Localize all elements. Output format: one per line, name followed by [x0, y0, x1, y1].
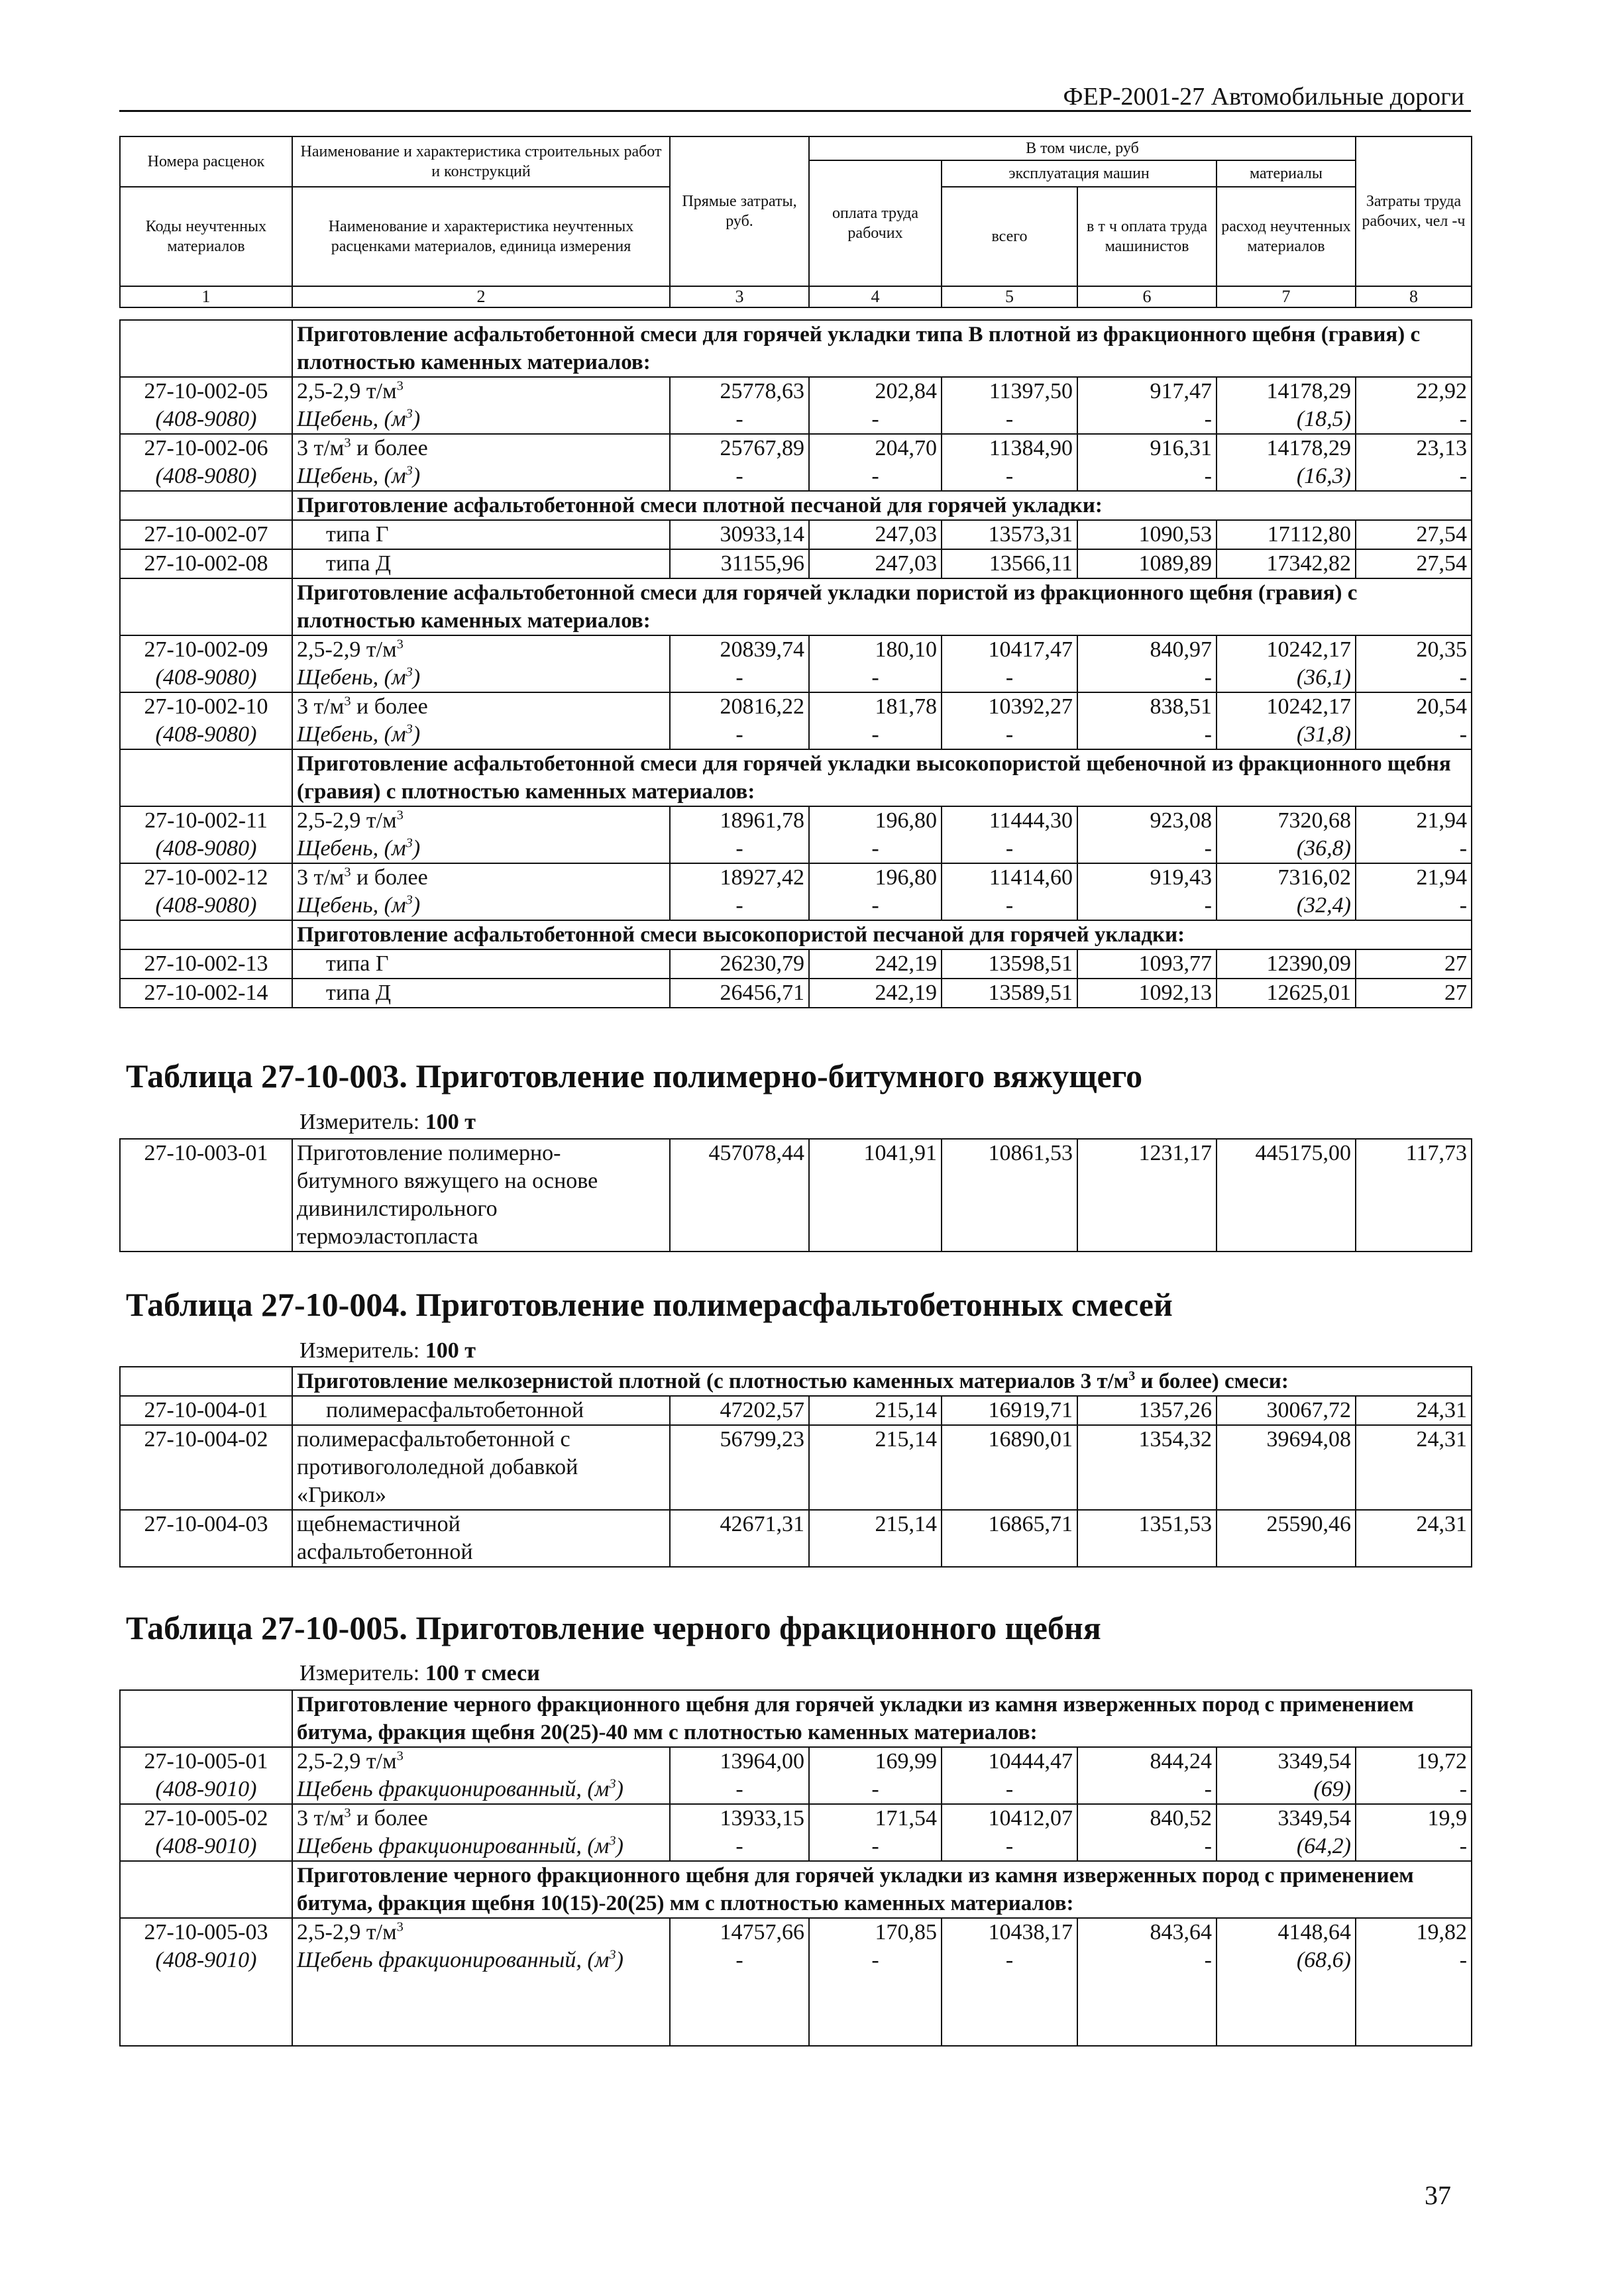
materials: 12625,01: [1217, 979, 1356, 1008]
operator-pay: 1093,77: [1077, 949, 1217, 979]
operator-pay: 1354,32: [1077, 1425, 1217, 1510]
machines-total: 13573,31: [942, 520, 1077, 549]
operator-pay: 1090,53: [1077, 520, 1217, 549]
worker-pay: 215,14: [809, 1510, 942, 1567]
dash: -: [809, 1776, 942, 1804]
table-row: [120, 1747, 1472, 1776]
material-code: (408-9080): [120, 892, 292, 920]
worker-pay: 202,84: [809, 377, 942, 405]
material-row: [120, 664, 1472, 692]
machines-total: 13566,11: [942, 549, 1077, 578]
table-title-005: Таблица 27-10-005. Приготовление черного фракционного щебня: [126, 1609, 1101, 1646]
rate-code: 27-10-004-03: [120, 1510, 292, 1567]
operator-pay: 840,97: [1077, 635, 1217, 664]
labor-hours: 24,31: [1356, 1510, 1472, 1567]
material-consumption: (36,1): [1217, 664, 1356, 692]
worker-pay: 196,80: [809, 806, 942, 835]
table-row: [120, 549, 1472, 578]
dash: -: [1356, 1833, 1472, 1861]
labor-hours: 21,94: [1356, 863, 1472, 892]
direct-costs: 18961,78: [670, 806, 809, 835]
labor-hours: 21,94: [1356, 806, 1472, 835]
section-heading: Приготовление мелкозернистой плотной (с плотностью каменных материалов 3 $т/м^3$ и более) смеси:: [292, 1367, 1472, 1396]
table-row: [120, 520, 1472, 549]
worker-pay: 171,54: [809, 1804, 942, 1833]
table-row: [120, 949, 1472, 979]
section-heading: Приготовление черного фракционного щебня для горячей укладки из камня изверженных пород с применением битума, фракция щебня 10(15)-20(25) мм с плотностью каменных материалов:: [292, 1861, 1472, 1918]
operator-pay: 844,24: [1077, 1747, 1217, 1776]
machines-total: 16890,01: [942, 1425, 1077, 1510]
table-title-004: Таблица 27-10-004. Приготовление полимерасфальтобетонных смесей: [126, 1286, 1173, 1323]
dash: -: [670, 1833, 809, 1861]
header-machines-total: всего: [942, 187, 1077, 286]
direct-costs: 26456,71: [670, 979, 809, 1008]
labor-hours: 24,31: [1356, 1396, 1472, 1425]
spacer-cell: [120, 1690, 292, 1747]
header-rates: Номера расценок: [120, 136, 292, 187]
worker-pay: 242,19: [809, 949, 942, 979]
dash: -: [1356, 835, 1472, 863]
material-consumption: (18,5): [1217, 405, 1356, 434]
dash: -: [1356, 892, 1472, 920]
worker-pay: 242,19: [809, 979, 942, 1008]
materials: 17342,82: [1217, 549, 1356, 578]
materials: 12390,09: [1217, 949, 1356, 979]
machines-total: 11414,60: [942, 863, 1077, 892]
labor-hours: 20,35: [1356, 635, 1472, 664]
material-description: Щебень, $(м^3)$: [292, 721, 670, 749]
dash: -: [670, 664, 809, 692]
material-row: [120, 1946, 1472, 2046]
materials: 14178,29: [1217, 377, 1356, 405]
table-row: [120, 979, 1472, 1008]
section-heading: Приготовление асфальтобетонной смеси для горячей укладки типа В плотной из фракционного щебня (гравия) с плотностью каменных материалов:: [292, 320, 1472, 377]
dash: -: [942, 892, 1077, 920]
spacer-cell: [120, 1367, 292, 1396]
header-works: Наименование и характеристика строительных работ и конструкций: [292, 136, 670, 187]
material-consumption: (36,8): [1217, 835, 1356, 863]
work-description: типа Д: [292, 979, 670, 1008]
dash: -: [809, 1946, 942, 2046]
header-including: В том числе, руб: [809, 136, 1356, 160]
material-description: Щебень фракционированный, $(м^3)$: [292, 1776, 670, 1804]
direct-costs: 30933,14: [670, 520, 809, 549]
rate-code: 27-10-003-01: [120, 1139, 292, 1252]
materials: 25590,46: [1217, 1510, 1356, 1567]
worker-pay: 247,03: [809, 549, 942, 578]
direct-costs: 14757,66: [670, 1918, 809, 1946]
labor-hours: 20,54: [1356, 692, 1472, 721]
dash: -: [942, 1946, 1077, 2046]
worker-pay: 215,14: [809, 1425, 942, 1510]
materials: 10242,17: [1217, 692, 1356, 721]
dash: -: [942, 835, 1077, 863]
section-heading: Приготовление асфальтобетонной смеси для горячей укладки высокопористой щебеночной из фракционного щебня (гравия) с плотностью каменных материалов:: [292, 749, 1472, 806]
materials: 7320,68: [1217, 806, 1356, 835]
rate-code: 27-10-005-03: [120, 1918, 292, 1946]
operator-pay: 923,08: [1077, 806, 1217, 835]
work-description: 3 $т/м^3$ и более: [292, 434, 670, 462]
rate-code: 27-10-005-01: [120, 1747, 292, 1776]
machines-total: 11444,30: [942, 806, 1077, 835]
header-worker-pay: оплата труда рабочих: [809, 160, 942, 286]
worker-pay: 1041,91: [809, 1139, 942, 1252]
material-description: Щебень, $(м^3)$: [292, 835, 670, 863]
header-material-consumption: расход неучтенных материалов: [1217, 187, 1356, 286]
materials: 10242,17: [1217, 635, 1356, 664]
table-row: [120, 1510, 1472, 1567]
labor-hours: 27,54: [1356, 549, 1472, 578]
column-header-table: [119, 136, 1472, 308]
materials: 14178,29: [1217, 434, 1356, 462]
material-description: Щебень фракционированный, $(м^3)$: [292, 1946, 670, 2046]
dash: -: [670, 1946, 809, 2046]
work-description: 2,5-2,9 $т/м^3$: [292, 1918, 670, 1946]
worker-pay: 196,80: [809, 863, 942, 892]
operator-pay: 843,64: [1077, 1918, 1217, 1946]
dash: -: [670, 892, 809, 920]
column-number: 7: [1217, 286, 1356, 307]
dash: -: [1077, 462, 1217, 491]
work-description: 2,5-2,9 $т/м^3$: [292, 377, 670, 405]
material-description: Щебень, $(м^3)$: [292, 462, 670, 491]
worker-pay: 169,99: [809, 1747, 942, 1776]
material-row: [120, 835, 1472, 863]
rate-code: 27-10-002-11: [120, 806, 292, 835]
work-description: Приготовление полимерно-битумного вяжущего на основе дивинилстирольного термоэластопласта: [292, 1139, 670, 1252]
worker-pay: 181,78: [809, 692, 942, 721]
labor-hours: 19,72: [1356, 1747, 1472, 1776]
material-row: [120, 721, 1472, 749]
rate-code: 27-10-002-07: [120, 520, 292, 549]
materials: 3349,54: [1217, 1747, 1356, 1776]
header-operator-pay: в т ч оплата труда машинистов: [1077, 187, 1217, 286]
page-header: [119, 81, 1471, 112]
column-number: 4: [809, 286, 942, 307]
document-title: ФЕР-2001-27 Автомобильные дороги: [1063, 83, 1464, 111]
labor-hours: 23,13: [1356, 434, 1472, 462]
header-material-names: Наименование и характеристика неучтенных расценками материалов, единица измерения: [292, 187, 670, 286]
rate-code: 27-10-002-08: [120, 549, 292, 578]
dash: -: [942, 405, 1077, 434]
dash: -: [1077, 892, 1217, 920]
dash: -: [1077, 835, 1217, 863]
work-description: 2,5-2,9 $т/м^3$: [292, 635, 670, 664]
meter-005: Измеритель: 100 т смеси: [299, 1661, 540, 1685]
dash: -: [670, 721, 809, 749]
column-number: 1: [120, 286, 292, 307]
labor-hours: 27,54: [1356, 520, 1472, 549]
section-heading: Приготовление асфальтобетонной смеси плотной песчаной для горячей укладки:: [292, 491, 1472, 520]
table-27-10-003: [119, 1138, 1472, 1252]
operator-pay: 838,51: [1077, 692, 1217, 721]
machines-total: 10438,17: [942, 1918, 1077, 1946]
operator-pay: 1357,26: [1077, 1396, 1217, 1425]
dash: -: [809, 462, 942, 491]
table-27-10-004: [119, 1366, 1472, 1568]
direct-costs: 47202,57: [670, 1396, 809, 1425]
dash: -: [1077, 664, 1217, 692]
direct-costs: 20816,22: [670, 692, 809, 721]
labor-hours: 117,73: [1356, 1139, 1472, 1252]
dash: -: [1356, 462, 1472, 491]
header-direct-costs: Прямые затраты, руб.: [670, 136, 809, 286]
table-title-003: Таблица 27-10-003. Приготовление полимерно-битумного вяжущего: [126, 1057, 1143, 1094]
table-row: [120, 806, 1472, 835]
work-description: типа Г: [292, 520, 670, 549]
direct-costs: 42671,31: [670, 1510, 809, 1567]
rate-code: 27-10-005-02: [120, 1804, 292, 1833]
page-number: 37: [1425, 2180, 1451, 2210]
direct-costs: 25778,63: [670, 377, 809, 405]
header-machines: эксплуатация машин: [942, 160, 1217, 187]
operator-pay: 1089,89: [1077, 549, 1217, 578]
labor-hours: 19,9: [1356, 1804, 1472, 1833]
worker-pay: 215,14: [809, 1396, 942, 1425]
spacer-cell: [120, 920, 292, 949]
rate-code: 27-10-002-05: [120, 377, 292, 405]
labor-hours: 19,82: [1356, 1918, 1472, 1946]
table-row: [120, 863, 1472, 892]
labor-hours: 27: [1356, 979, 1472, 1008]
section-heading: Приготовление асфальтобетонной смеси для горячей укладки пористой из фракционного щебня (гравия) с плотностью каменных материалов:: [292, 578, 1472, 635]
materials: 7316,02: [1217, 863, 1356, 892]
material-consumption: (32,4): [1217, 892, 1356, 920]
rate-code: 27-10-002-10: [120, 692, 292, 721]
dash: -: [1077, 1946, 1217, 2046]
material-row: [120, 892, 1472, 920]
operator-pay: 917,47: [1077, 377, 1217, 405]
column-number: 5: [942, 286, 1077, 307]
work-description: типа Д: [292, 549, 670, 578]
rate-code: 27-10-002-12: [120, 863, 292, 892]
dash: -: [1077, 405, 1217, 434]
dash: -: [942, 1776, 1077, 1804]
table-27-10-002: [119, 319, 1472, 1008]
material-description: Щебень фракционированный, $(м^3)$: [292, 1833, 670, 1861]
direct-costs: 26230,79: [670, 949, 809, 979]
work-description: 3 $т/м^3$ и более: [292, 1804, 670, 1833]
column-number: 8: [1356, 286, 1472, 307]
operator-pay: 1231,17: [1077, 1139, 1217, 1252]
machines-total: 10392,27: [942, 692, 1077, 721]
machines-total: 11384,90: [942, 434, 1077, 462]
dash: -: [942, 664, 1077, 692]
worker-pay: 170,85: [809, 1918, 942, 1946]
direct-costs: 31155,96: [670, 549, 809, 578]
material-code: (408-9080): [120, 664, 292, 692]
operator-pay: 1092,13: [1077, 979, 1217, 1008]
material-row: [120, 1833, 1472, 1861]
materials: 30067,72: [1217, 1396, 1356, 1425]
materials: 39694,08: [1217, 1425, 1356, 1510]
table-row: [120, 1918, 1472, 1946]
material-description: Щебень, $(м^3)$: [292, 892, 670, 920]
table-row: [120, 1396, 1472, 1425]
dash: -: [1077, 721, 1217, 749]
spacer-cell: [120, 749, 292, 806]
work-description: 2,5-2,9 $т/м^3$: [292, 806, 670, 835]
dash: -: [942, 462, 1077, 491]
machines-total: 10444,47: [942, 1747, 1077, 1776]
material-code: (408-9010): [120, 1833, 292, 1861]
work-description: полимерасфальтобетонной с противогололедной добавкой «Грикол»: [292, 1425, 670, 1510]
header-materials: материалы: [1217, 160, 1356, 187]
spacer-cell: [120, 320, 292, 377]
machines-total: 13589,51: [942, 979, 1077, 1008]
material-description: Щебень, $(м^3)$: [292, 405, 670, 434]
material-consumption: (16,3): [1217, 462, 1356, 491]
machines-total: 11397,50: [942, 377, 1077, 405]
section-heading: Приготовление асфальтобетонной смеси высокопористой песчаной для горячей укладки:: [292, 920, 1472, 949]
dash: -: [809, 892, 942, 920]
operator-pay: 916,31: [1077, 434, 1217, 462]
direct-costs: 13964,00: [670, 1747, 809, 1776]
table-row: [120, 434, 1472, 462]
work-description: 3 $т/м^3$ и более: [292, 692, 670, 721]
rate-code: 27-10-002-13: [120, 949, 292, 979]
dash: -: [1356, 1946, 1472, 2046]
column-number: 6: [1077, 286, 1217, 307]
direct-costs: 20839,74: [670, 635, 809, 664]
header-labor: Затраты труда рабочих, чел -ч: [1356, 136, 1472, 286]
dash: -: [809, 405, 942, 434]
machines-total: 10412,07: [942, 1804, 1077, 1833]
worker-pay: 180,10: [809, 635, 942, 664]
work-description: 2,5-2,9 $т/м^3$: [292, 1747, 670, 1776]
dash: -: [670, 405, 809, 434]
table-row: [120, 1804, 1472, 1833]
meter-003: Измеритель: 100 т: [299, 1110, 476, 1134]
materials: 3349,54: [1217, 1804, 1356, 1833]
material-code: (408-9010): [120, 1946, 292, 2046]
direct-costs: 457078,44: [670, 1139, 809, 1252]
table-row: [120, 692, 1472, 721]
direct-costs: 13933,15: [670, 1804, 809, 1833]
machines-total: 16919,71: [942, 1396, 1077, 1425]
direct-costs: 25767,89: [670, 434, 809, 462]
material-code: (408-9080): [120, 835, 292, 863]
spacer-cell: [120, 578, 292, 635]
dash: -: [809, 1833, 942, 1861]
table-row: [120, 1139, 1472, 1252]
operator-pay: 919,43: [1077, 863, 1217, 892]
dash: -: [942, 721, 1077, 749]
rate-code: 27-10-002-14: [120, 979, 292, 1008]
spacer-cell: [120, 491, 292, 520]
operator-pay: 840,52: [1077, 1804, 1217, 1833]
spacer-cell: [120, 1861, 292, 1918]
header-material-codes: Коды неучтенных материалов: [120, 187, 292, 286]
table-row: [120, 377, 1472, 405]
worker-pay: 247,03: [809, 520, 942, 549]
machines-total: 10861,53: [942, 1139, 1077, 1252]
rate-code: 27-10-002-06: [120, 434, 292, 462]
material-consumption: (69): [1217, 1776, 1356, 1804]
work-description: типа Г: [292, 949, 670, 979]
dash: -: [1356, 405, 1472, 434]
operator-pay: 1351,53: [1077, 1510, 1217, 1567]
labor-hours: 24,31: [1356, 1425, 1472, 1510]
worker-pay: 204,70: [809, 434, 942, 462]
material-row: [120, 405, 1472, 434]
dash: -: [670, 835, 809, 863]
table-row: [120, 1425, 1472, 1510]
column-number: 3: [670, 286, 809, 307]
work-description: щебнемастичной асфальтобетонной: [292, 1510, 670, 1567]
dash: -: [670, 1776, 809, 1804]
material-code: (408-9080): [120, 721, 292, 749]
labor-hours: 22,92: [1356, 377, 1472, 405]
column-number: 2: [292, 286, 670, 307]
material-code: (408-9010): [120, 1776, 292, 1804]
rate-code: 27-10-004-01: [120, 1396, 292, 1425]
labor-hours: 27: [1356, 949, 1472, 979]
dash: -: [670, 462, 809, 491]
dash: -: [809, 664, 942, 692]
materials: 17112,80: [1217, 520, 1356, 549]
dash: -: [1356, 664, 1472, 692]
meter-004: Измеритель: 100 т: [299, 1338, 476, 1363]
dash: -: [809, 721, 942, 749]
direct-costs: 56799,23: [670, 1425, 809, 1510]
material-row: [120, 1776, 1472, 1804]
material-consumption: (64,2): [1217, 1833, 1356, 1861]
dash: -: [1077, 1833, 1217, 1861]
materials: 4148,64: [1217, 1918, 1356, 1946]
dash: -: [1356, 1776, 1472, 1804]
machines-total: 13598,51: [942, 949, 1077, 979]
dash: -: [942, 1833, 1077, 1861]
dash: -: [1356, 721, 1472, 749]
rate-code: 27-10-002-09: [120, 635, 292, 664]
material-description: Щебень, $(м^3)$: [292, 664, 670, 692]
work-description: 3 $т/м^3$ и более: [292, 863, 670, 892]
material-code: (408-9080): [120, 462, 292, 491]
work-description: полимерасфальтобетонной: [292, 1396, 670, 1425]
table-row: [120, 635, 1472, 664]
machines-total: 10417,47: [942, 635, 1077, 664]
dash: -: [809, 835, 942, 863]
material-row: [120, 462, 1472, 491]
direct-costs: 18927,42: [670, 863, 809, 892]
material-consumption: (68,6): [1217, 1946, 1356, 2046]
machines-total: 16865,71: [942, 1510, 1077, 1567]
section-heading: Приготовление черного фракционного щебня для горячей укладки из камня изверженных пород с применением битума, фракция щебня 20(25)-40 мм с плотностью каменных материалов:: [292, 1690, 1472, 1747]
rate-code: 27-10-004-02: [120, 1425, 292, 1510]
table-27-10-005: [119, 1689, 1472, 2047]
materials: 445175,00: [1217, 1139, 1356, 1252]
dash: -: [1077, 1776, 1217, 1804]
material-consumption: (31,8): [1217, 721, 1356, 749]
material-code: (408-9080): [120, 405, 292, 434]
